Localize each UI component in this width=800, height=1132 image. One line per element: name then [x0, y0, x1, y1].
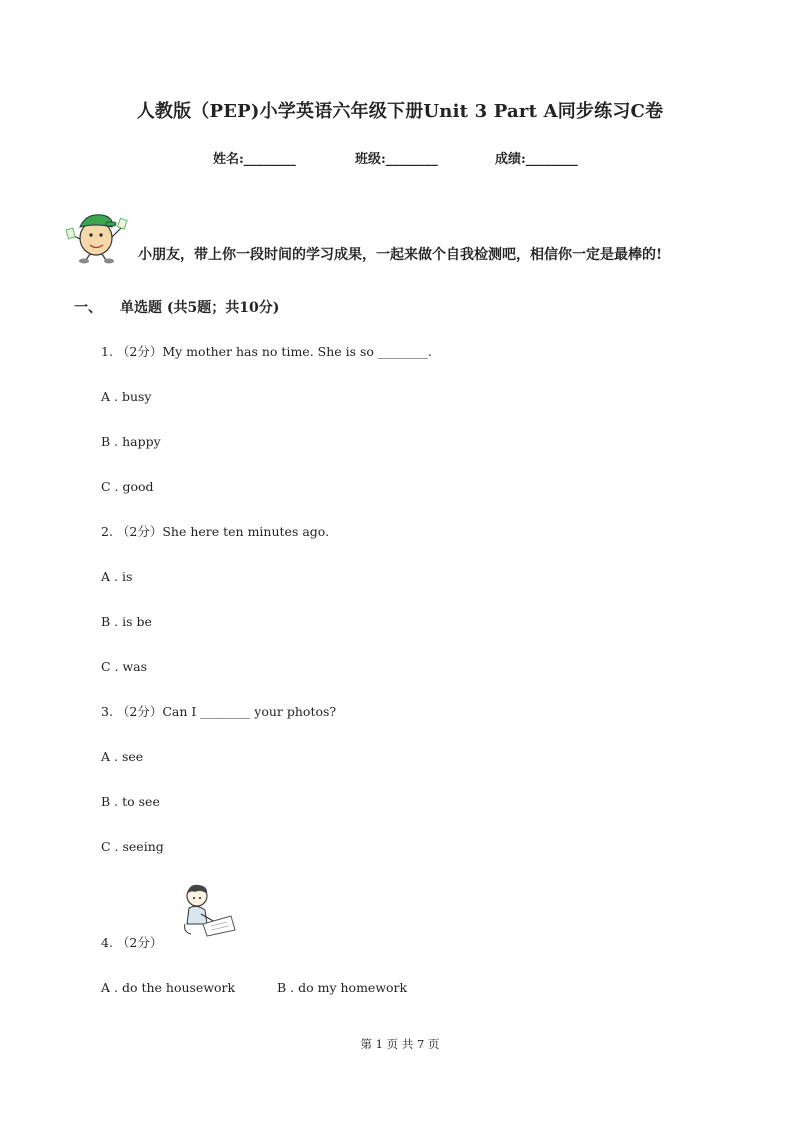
- question-2-text: 2. （2分）She here ten minutes ago.: [101, 524, 330, 539]
- mascot-illustration: [66, 205, 130, 265]
- question-2-option-c[interactable]: C . was: [101, 659, 148, 674]
- section-heading: [74, 297, 279, 317]
- score-field: 成绩:________: [495, 152, 578, 167]
- boy-drawing-illustration: [175, 880, 237, 940]
- question-4-option-b[interactable]: B . do my homework: [277, 980, 408, 995]
- question-3-option-a[interactable]: A . see: [101, 749, 144, 764]
- page-footer: 第 1 页 共 7 页: [360, 1037, 440, 1051]
- question-4-option-a[interactable]: A . do the housework: [101, 980, 236, 995]
- question-1-option-b[interactable]: B . happy: [101, 434, 161, 449]
- question-1-text: 1. （2分）My mother has no time. She is so ________.: [101, 344, 432, 359]
- intro-text: 小朋友，带上你一段时间的学习成果，一起来做个自我检测吧，相信你一定是最棒的!: [138, 247, 663, 263]
- question-3-option-c[interactable]: C . seeing: [101, 839, 164, 854]
- section-title: 单选题 (共5题；共10分): [120, 300, 280, 316]
- question-2-option-b[interactable]: B . is be: [101, 614, 152, 629]
- name-field: 姓名:________: [213, 152, 296, 167]
- question-4-text: 4. （2分）: [101, 935, 163, 950]
- question-1-option-a[interactable]: A . busy: [101, 389, 152, 404]
- question-3-text: 3. （2分）Can I ________ your photos?: [101, 704, 337, 719]
- question-2-option-a[interactable]: A . is: [101, 569, 133, 584]
- section-number: 一、: [74, 300, 102, 316]
- class-field: 班级:________: [355, 152, 438, 167]
- question-3-option-b[interactable]: B . to see: [101, 794, 160, 809]
- question-1-option-c[interactable]: C . good: [101, 479, 154, 494]
- page-title: 人教版（PEP)小学英语六年级下册Unit 3 Part A同步练习C卷: [136, 101, 664, 122]
